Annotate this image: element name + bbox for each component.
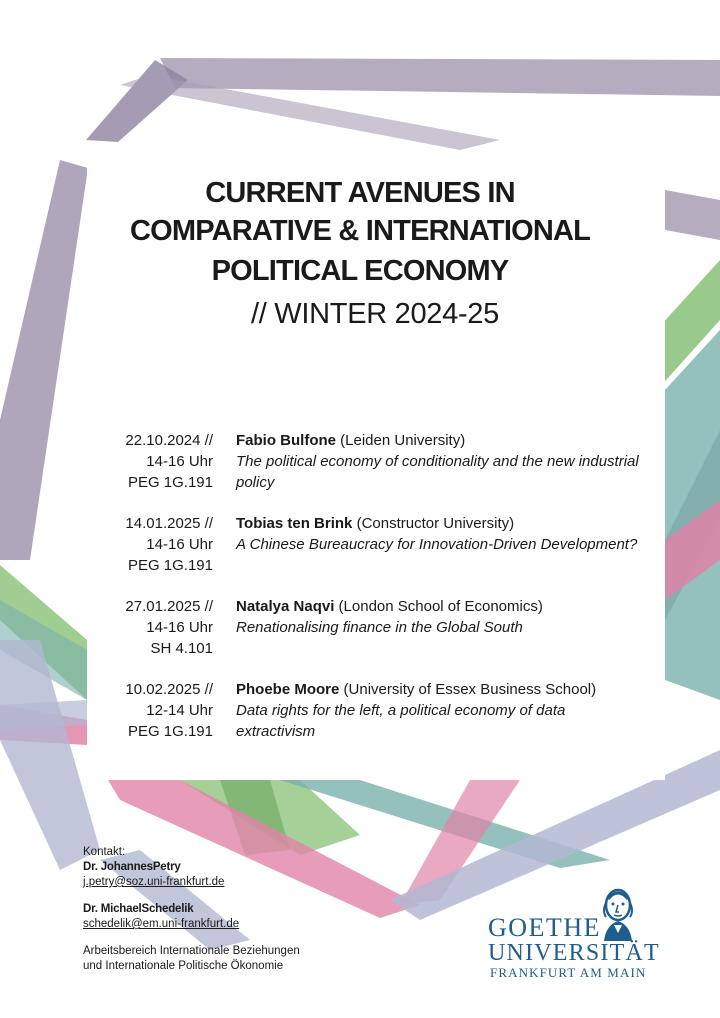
logo-line-1: GOETHE (488, 913, 601, 942)
event-meta (87, 679, 213, 742)
event-affiliation: (Constructor University) (352, 515, 515, 532)
event-room: PEG 1G.191 (127, 557, 213, 574)
event-affiliation: (University of Essex Business School) (339, 681, 597, 698)
event-body (236, 679, 646, 742)
contact-label: Kontakt: (83, 846, 126, 858)
event-talk-title: Data rights for the left, a political economy of data extractivism (236, 702, 566, 740)
event-talk-title: Renationalising finance in the Global South (236, 619, 523, 636)
contact-email-link[interactable]: schedelik@em.uni-frankfurt.de (83, 918, 240, 930)
event-talk-title: The political economy of conditionality and the new industrial policy (236, 453, 639, 491)
contact-block (83, 845, 383, 974)
event-date: 22.10.2024 // (125, 432, 213, 449)
department-line: und Internationale Politische Ökonomie (83, 960, 284, 972)
event-speaker: Phoebe Moore (236, 681, 340, 698)
event-meta (87, 513, 213, 576)
event-time: 14-16 Uhr (146, 619, 213, 636)
event-body (236, 596, 646, 638)
university-logo (486, 885, 660, 980)
contact-email-link[interactable]: j.petry@soz.uni-frankfurt.de (83, 876, 225, 888)
event-affiliation: (London School of Economics) (334, 598, 543, 615)
event-speaker: Tobias ten Brink (236, 515, 353, 532)
contact-name: Dr. JohannesPetry (83, 861, 181, 873)
event-affiliation: (Leiden University) (336, 432, 466, 449)
event-speaker: Fabio Bulfone (236, 432, 336, 449)
event-room: PEG 1G.191 (127, 474, 213, 491)
event-body (236, 513, 646, 555)
event-date: 14.01.2025 // (125, 515, 213, 532)
event-date: 27.01.2025 // (125, 598, 213, 615)
event-date: 10.02.2025 // (125, 681, 213, 698)
page-title-line-3: POLITICAL ECONOMY (211, 255, 509, 287)
ribbon-purple-diag (86, 60, 188, 142)
event-body (236, 430, 646, 493)
event-time: 14-16 Uhr (146, 536, 213, 553)
department-line: Arbeitsbereich Internationale Beziehungen (83, 945, 300, 957)
page-title-line-2: COMPARATIVE & INTERNATIONAL (129, 215, 591, 247)
logo-line-2: UNIVERSITÄT (488, 940, 660, 966)
event-meta (87, 596, 213, 659)
event-time: 14-16 Uhr (146, 453, 213, 470)
ribbon-purple-top (160, 58, 720, 96)
logo-line-3: FRANKFURT AM MAIN (490, 965, 647, 980)
event-talk-title: A Chinese Bureaucracy for Innovation-Driven Development? (236, 536, 638, 553)
contact-name: Dr. MichaelSchedelik (83, 903, 194, 915)
event-meta (87, 430, 213, 493)
page-title-line-1: CURRENT AVENUES IN (205, 177, 515, 209)
event-room: SH 4.101 (150, 640, 213, 657)
goethe-portrait-icon (594, 885, 642, 941)
page-subtitle: // WINTER 2024-25 (251, 298, 499, 330)
event-room: PEG 1G.191 (127, 723, 213, 740)
event-time: 12-14 Uhr (146, 702, 213, 719)
event-speaker: Natalya Naqvi (236, 598, 335, 615)
ribbon-lavender-mid (0, 700, 87, 730)
